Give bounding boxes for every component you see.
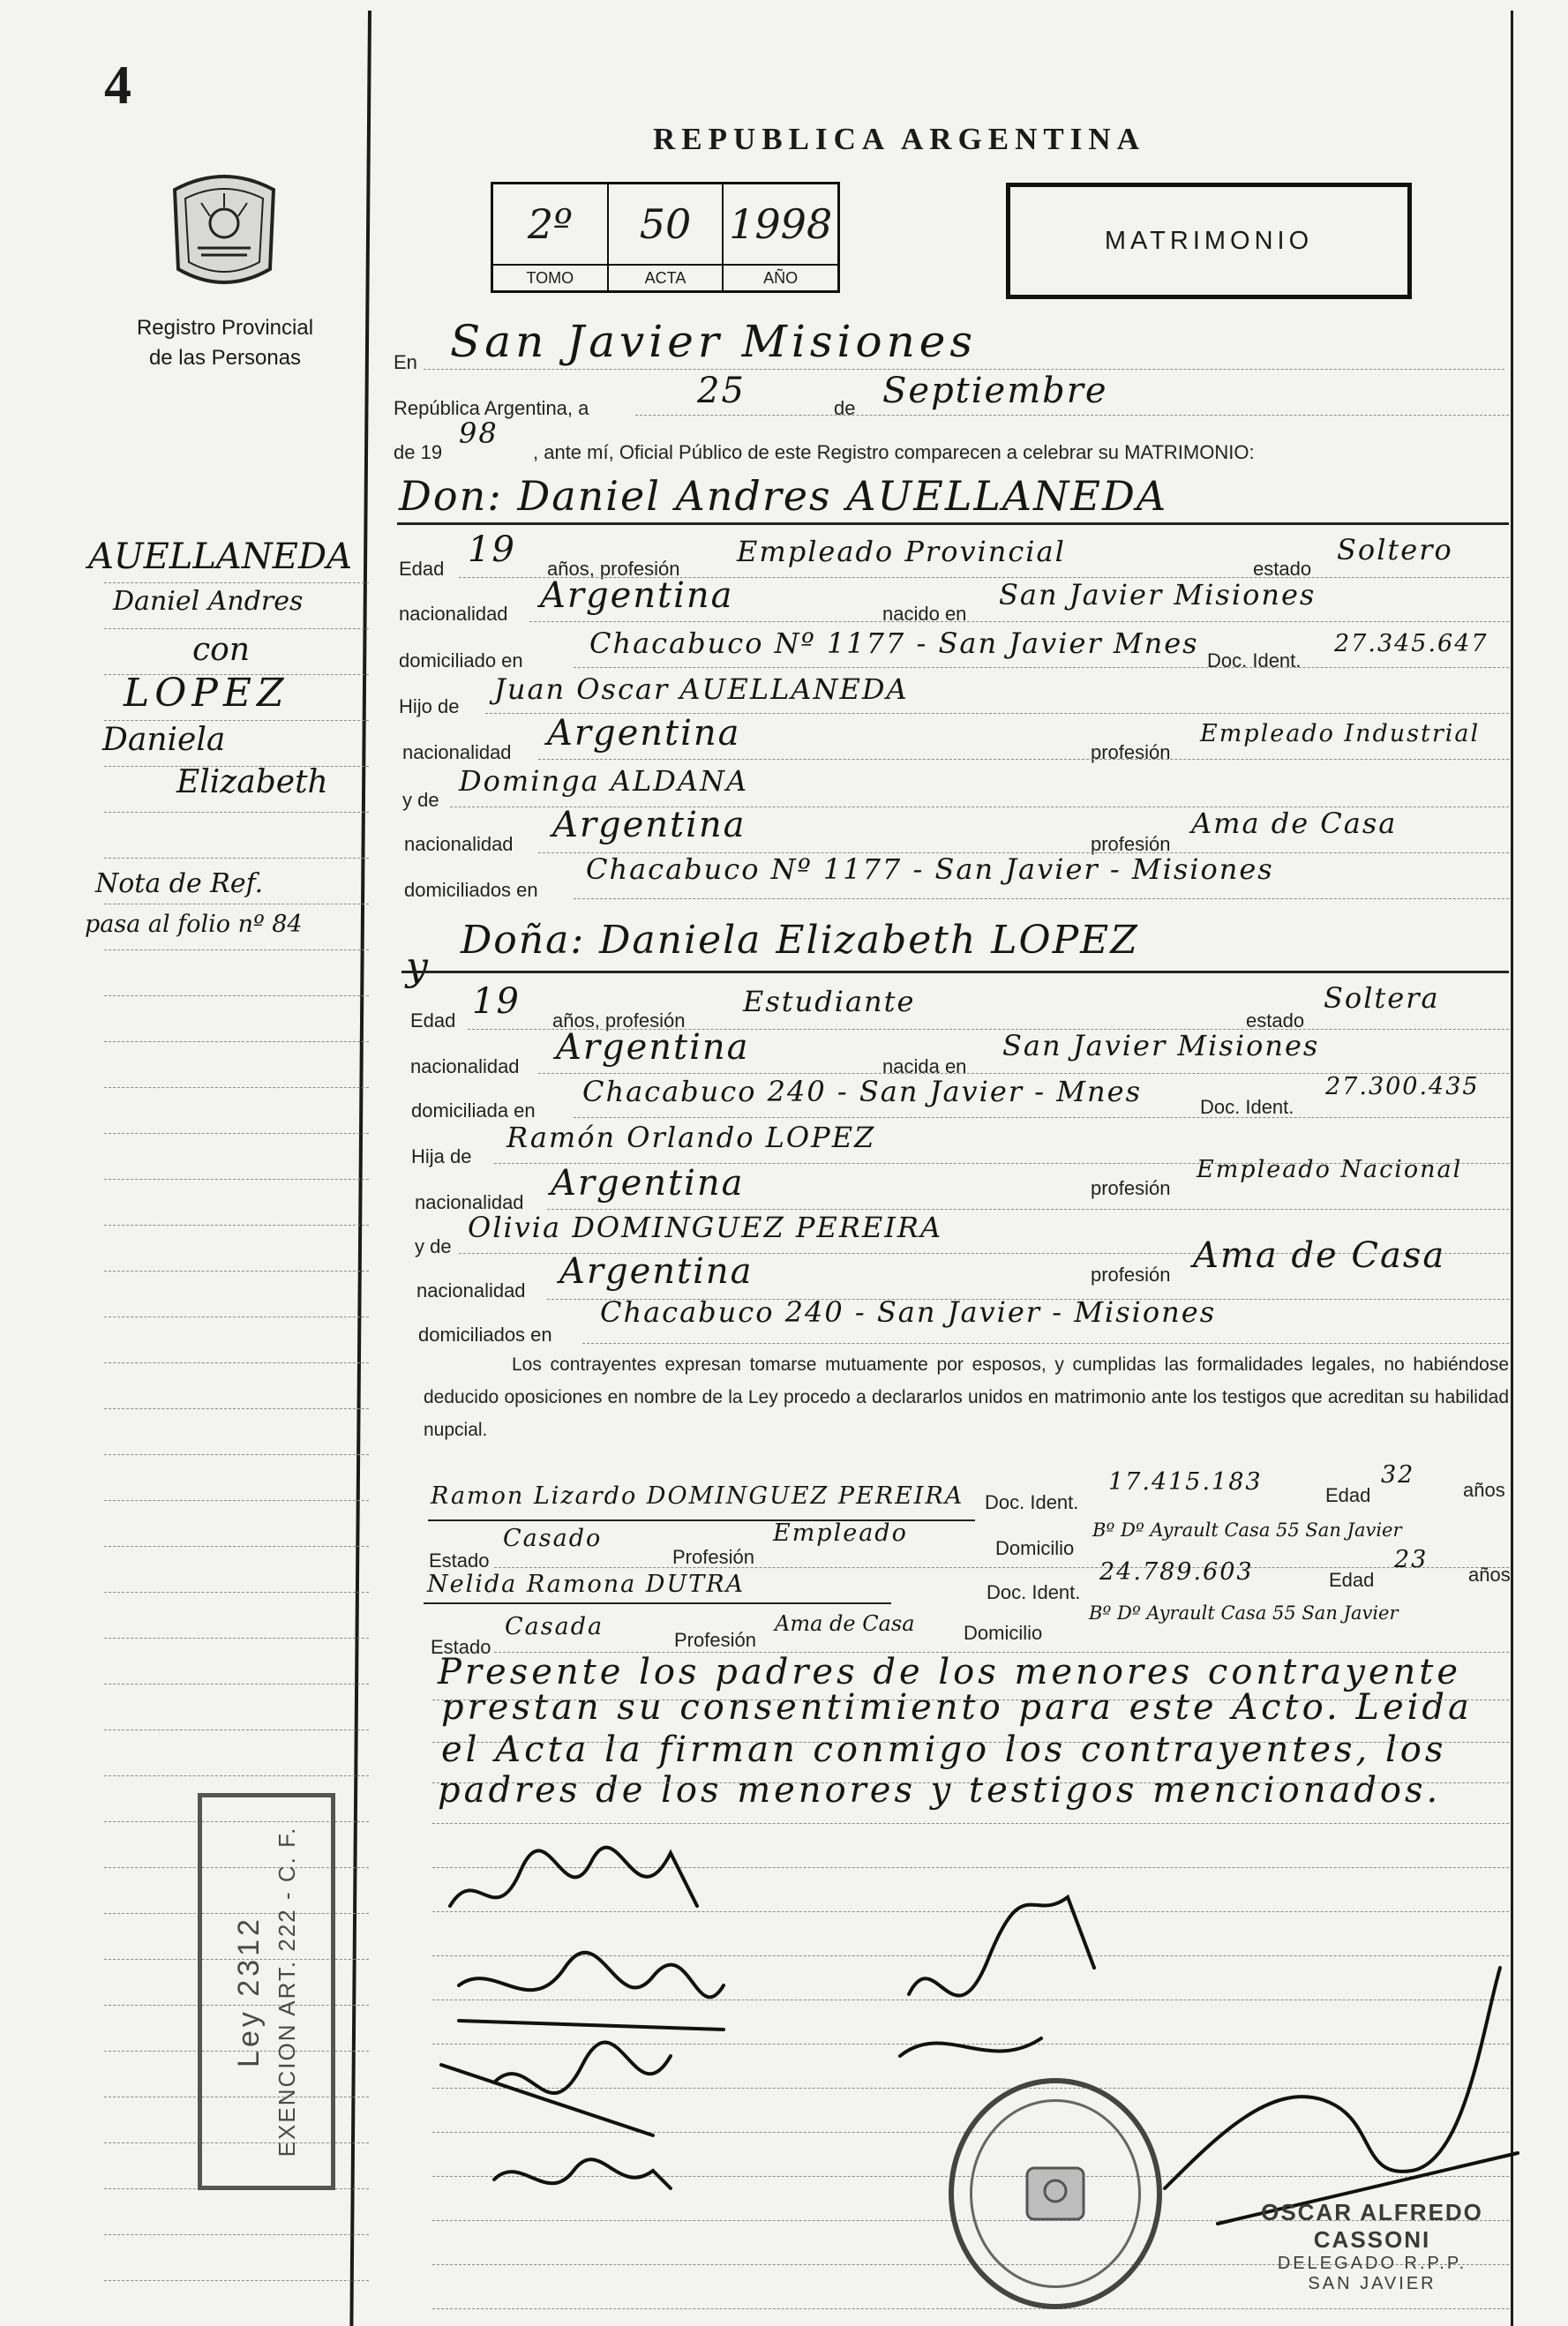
registry-line-2: de las Personas [148,346,302,370]
notes-line-3: el Acta la firman conmigo los contrayentes, los [441,1729,1447,1770]
witness2-address: Bº Dº Ayrault Casa 55 San Javier [1089,1602,1399,1624]
place-value: San Javier Misiones [450,316,978,367]
groom-mother-prof-label: profesión [1091,833,1171,855]
witness2-name-line [424,1602,891,1604]
bride-mother: Olivia DOMINGUEZ PEREIRA [468,1211,943,1244]
bride-father-nat-label: nacionalidad [415,1191,524,1213]
notes-rule-1 [432,1699,1509,1700]
margin-rule-13 [104,1133,369,1134]
ano-cell [724,184,837,290]
groom-state: Soltero [1337,533,1453,566]
witness2-address-label: Domicilio [964,1622,1043,1644]
margin-rule-4 [104,720,369,721]
page-number: 4 [104,56,131,116]
bride-parents-address-label: domiciliados en [418,1324,552,1346]
margin-surname-bride: LOPEZ [124,671,289,716]
notes-rule-7 [432,1955,1509,1956]
groom-nationality: Argentina [540,575,734,616]
witness1-age-label: Edad [1325,1484,1371,1506]
ano-value: 1998 [729,200,833,248]
bride-born: San Javier Misiones [1002,1029,1320,1062]
bride-profession: Estudiante [743,985,916,1018]
groom-heading: Don: Daniel Andres AUELLANEDA [399,472,1168,520]
stamp-line-2: EXENCION ART. 222 - C. F. [274,1826,300,2157]
groom-parents-address-label: domiciliados en [404,879,538,901]
acta-cell [609,184,724,290]
bride-father-nat: Argentina [551,1163,745,1204]
bride-state-label: estado [1246,1009,1305,1032]
margin-rule-9 [104,949,369,950]
groom-id: 27.345.647 [1334,630,1489,657]
notes-rule-3 [432,1782,1509,1783]
witness1-id-label: Doc. Ident. [985,1491,1079,1513]
groom-line-8 [574,898,1509,899]
margin-note-1: Nota de Ref. [95,868,264,899]
bride-mother-prof-label: profesión [1091,1264,1171,1286]
intro-text: , ante mí, Oficial Público de este Registro comparecen a celebrar su MATRIMONIO: [533,441,1255,463]
bride-nationality-label: nacionalidad [410,1055,520,1077]
bride-mother-label: y de [415,1235,452,1257]
groom-father-prof: Empleado Industrial [1200,720,1481,747]
margin-surname-groom: AUELLANEDA [88,536,352,577]
notes-line-2: prestan su consentimiento para este Acto. Leida [441,1687,1473,1728]
groom-born-label: nacido en [882,603,967,625]
year-value: 98 [459,416,499,450]
bride-line-3 [574,1117,1509,1118]
bride-mother-nat-label: nacionalidad [416,1279,526,1302]
bride-address: Chacabuco 240 - San Javier - Mnes [582,1075,1142,1108]
margin-rule-23 [104,1592,369,1593]
witness1-prof-label: Profesión [672,1546,754,1568]
provincial-emblem-icon [166,163,282,296]
margin-rule-38 [104,2280,369,2281]
margin-rule-12 [104,1087,369,1088]
stamp-line-1: Ley 2312 [232,1916,266,2067]
witness2-name: Nelida Ramona DUTRA [427,1571,746,1598]
bride-mother-prof: Ama de Casa [1193,1235,1446,1276]
groom-born: San Javier Misiones [999,578,1317,612]
signature-5 [900,1897,1094,2056]
bride-heading-prefix: y [406,944,430,989]
right-edge-line [1511,11,1513,2326]
bride-father-prof: Empleado Nacional [1197,1156,1463,1183]
registry-name [106,313,344,373]
witness2-profession: Ama de Casa [775,1611,915,1636]
groom-mother: Dominga ALDANA [459,764,749,798]
declaration-text: Los contrayentes expresan tomarse mutuamente por esposos, y cumplidas las formalidades legales, no habiéndose deducido oposiciones en nombre de la Ley procedo a declararlos unidos en matrimonio ante los testigos que acreditan su habilidad nupcial. [424,1354,1509,1440]
margin-note-2: pasa al folio nº 84 [85,911,303,938]
groom-father-prof-label: profesión [1091,741,1171,763]
bride-father-label: Hija de [411,1145,472,1167]
witness1-address: Bº Dº Ayrault Casa 55 San Javier [1092,1519,1402,1541]
tomo-label: TOMO [493,264,607,290]
witness1-state: Casado [503,1525,603,1552]
place-label: En [394,351,417,373]
groom-age: 19 [468,529,516,570]
witness1-profession: Empleado [773,1519,908,1547]
witness2-state-label: Estado [431,1636,491,1658]
bride-line-5 [547,1209,1509,1210]
groom-state-label: estado [1253,558,1312,580]
margin-rule-27 [104,1775,369,1776]
notes-line-4: padres de los menores y testigos mencionados. [438,1770,1442,1811]
official-name: OSCAR ALFREDO CASSONI [1261,2199,1483,2253]
bride-address-label: domiciliada en [411,1099,536,1122]
groom-mother-nat-label: nacionalidad [404,833,514,855]
notes-rule-4 [432,1823,1509,1824]
margin-given-groom: Daniel Andres [113,586,304,617]
signature-2 [459,1953,724,2030]
signature-1 [450,1848,697,1906]
de-label: de [834,397,856,419]
notes-rule-2 [432,1742,1509,1743]
witness2-prof-label: Profesión [674,1629,756,1651]
signature-4 [494,2159,671,2188]
official-place: SAN JAVIER [1308,2274,1437,2293]
exemption-stamp-text [232,1827,301,2157]
bride-id-label: Doc. Ident. [1200,1096,1294,1118]
registry-seal [949,2078,1162,2309]
groom-line-3 [574,667,1509,668]
witness2-id: 24.789.603 [1099,1558,1254,1586]
tomo-cell [493,184,609,290]
witness1-line [494,1567,1509,1568]
groom-age-label: Edad [399,558,445,580]
margin-rule-24 [104,1638,369,1639]
bride-id: 27.300.435 [1325,1073,1480,1100]
bride-heading: Doña: Daniela Elizabeth LOPEZ [461,918,1139,963]
groom-mother-nat: Argentina [552,805,746,845]
groom-address: Chacabuco Nº 1177 - San Javier Mnes [589,627,1199,660]
groom-father: Juan Oscar AUELLANEDA [494,672,909,706]
notes-rule-9 [432,2044,1509,2045]
witness1-id: 17.415.183 [1108,1468,1263,1496]
margin-rule-22 [104,1546,369,1547]
bride-nationality: Argentina [556,1027,750,1068]
notes-rule-10 [432,2088,1509,2089]
witness2-age: 23 [1394,1546,1429,1573]
signature-3 [441,2042,671,2135]
bride-age: 19 [472,981,521,1022]
bride-father-prof-label: profesión [1091,1177,1171,1199]
margin-rule-7 [104,858,369,859]
groom-mother-label: y de [402,789,439,811]
notes-line-1: Presente los padres de los menores contrayente [438,1652,1461,1692]
country-label: República Argentina, a [394,397,589,419]
margin-rule-16 [104,1271,369,1272]
bride-heading-line [401,971,1509,973]
margin-rule-2 [104,628,369,629]
seal-emblem-icon [1020,2163,1091,2225]
groom-line-2 [529,621,1509,622]
groom-father-nat: Argentina [547,713,741,754]
groom-nationality-label: nacionalidad [399,603,508,625]
witness1-age: 32 [1381,1461,1415,1489]
exemption-stamp [198,1793,335,2190]
record-number-box [491,182,840,293]
registry-line-1: Registro Provincial [136,316,314,340]
bride-parents-address: Chacabuco 240 - San Javier - Misiones [600,1295,1217,1329]
groom-profession: Empleado Provincial [737,535,1066,568]
notes-rule-6 [432,1911,1509,1912]
margin-rule-26 [104,1729,369,1730]
margin-divider-line [349,11,371,2326]
day-value: 25 [697,371,746,411]
witness2-id-label: Doc. Ident. [987,1581,1081,1603]
groom-id-label: Doc. Ident. [1207,649,1302,672]
witness2-state: Casada [505,1613,604,1640]
official-signature-block [1227,2199,1518,2294]
notes-rule-15 [432,2308,1509,2309]
witness1-state-label: Estado [429,1549,490,1572]
groom-father-label: Hijo de [399,695,460,717]
groom-mother-prof: Ama de Casa [1191,807,1398,840]
margin-rule-14 [104,1179,369,1180]
margin-rule-11 [104,1041,369,1042]
margin-rule-20 [104,1454,369,1455]
bride-years-prof-label: años, profesión [552,1009,686,1032]
witness1-name: Ramon Lizardo DOMINGUEZ PEREIRA [431,1482,964,1510]
signature-6 [1165,1968,1518,2224]
bride-born-label: nacida en [882,1055,967,1077]
margin-rule-21 [104,1500,369,1501]
margin-rule-1 [104,582,369,583]
groom-heading-line [397,522,1509,525]
tomo-value: 2º [527,200,573,248]
record-type-box: MATRIMONIO [1006,183,1412,299]
witness2-age-label: Edad [1329,1569,1375,1591]
acta-label: ACTA [609,264,723,290]
bride-father: Ramón Orlando LOPEZ [506,1121,876,1154]
margin-rule-37 [104,2234,369,2235]
witness1-years-label: años [1463,1479,1505,1501]
acta-value: 50 [639,200,692,248]
year-label: de 19 [394,441,443,463]
margin-given-bride-1: Daniela [102,722,226,758]
ano-label: AÑO [724,264,837,290]
country-heading: REPUBLICA ARGENTINA [653,122,1145,156]
margin-rule-18 [104,1362,369,1363]
groom-line-5 [538,759,1509,760]
notes-rule-5 [432,1867,1509,1868]
margin-con: con [192,632,251,668]
date-line [635,415,1509,416]
bride-mother-nat: Argentina [559,1251,754,1292]
margin-rule-15 [104,1225,369,1226]
place-line [424,369,1504,370]
margin-rule-19 [104,1408,369,1409]
groom-parents-address: Chacabuco Nº 1177 - San Javier - Misiones [586,852,1274,886]
witness2-years-label: años [1468,1564,1511,1586]
margin-rule-10 [104,995,369,996]
groom-father-nat-label: nacionalidad [402,741,512,763]
bride-state: Soltera [1324,981,1440,1015]
official-title: DELEGADO R.P.P. [1277,2254,1467,2273]
bride-age-label: Edad [410,1009,456,1032]
margin-given-bride-2: Elizabeth [176,764,328,800]
bride-line-8 [582,1343,1509,1344]
margin-rule-6 [104,812,369,813]
month-value: Septiembre [882,371,1108,411]
groom-years-prof-label: años, profesión [547,558,680,580]
witness1-address-label: Domicilio [995,1537,1075,1559]
groom-address-label: domiciliado en [399,649,523,672]
